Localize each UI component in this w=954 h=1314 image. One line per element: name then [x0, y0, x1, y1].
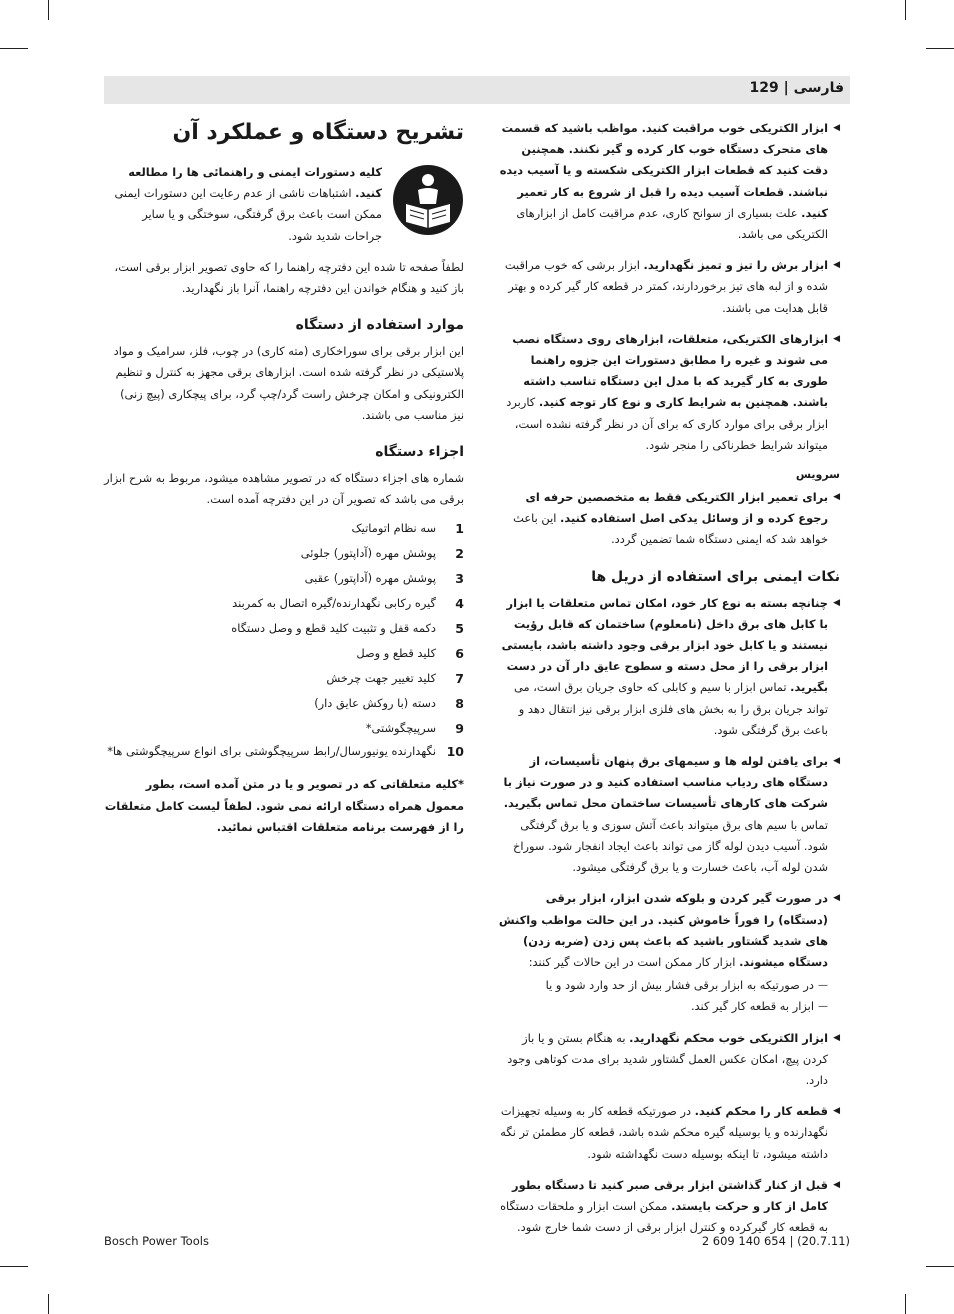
bullet-blocking: ◀ در صورت گیر کردن و بلوکه شدن ابزار، ابزار برقی (دستگاه) را فوراً خاموش کنید. در این حالت مواظب واکنش های شدید گشتاور باشید که باعث پس زدن (ضربه زدن) دستگاه میشوند. ابزار کار ممکن است در این حالات گیر کنند:	[498, 888, 840, 973]
crop-mark	[926, 1266, 954, 1267]
intro-text: لطفاً صفحه تا شده این دفترچه راهنما را که حاوی تصویر ابزار برقی است، باز کنید و هنگام خواندن این دفترچه راهنما، آنرا باز نگهدارید.	[114, 259, 464, 296]
safety-heading: نکات ایمنی برای استفاده از دریل ها	[591, 568, 840, 585]
list-item: 7 کلید تغییر جهت چرخش	[326, 671, 464, 687]
dash-item: — ابزار به قطعه کار گیر کند.	[498, 996, 828, 1017]
crop-mark	[905, 0, 906, 20]
dash-list	[498, 975, 840, 1017]
list-item: 5 دکمه قفل و تثبیت کلید قطع و وصل دستگاه	[231, 621, 464, 637]
bullet-hidden-cables: ◀ چنانچه بسته به نوع کار خود، امکان تماس متعلقات یا ابزار با کابل های برق داخل (نامعلوم) ساختمان که قابل رؤیت نیستند و یا کابل خود ابزار برقی وجود داشته باشد، بایستی ابزار برقی را از محل دسته و سطوح عایق دار آن در دست بگیرید. تماس ابزار با سیم و کابلی که حاوی جریان برق است، می تواند جریان برق را به بخش های فلزی ابزار برقی نیز انتقال دهد و باعث برق گرفتگی شود.	[498, 593, 840, 741]
bullet-detectors: ◀ برای یافتن لوله ها و سیمهای برق پنهان تأسیسات، از دستگاه های ردیاب مناسب استفاده کنید و در صورت نیاز با شرکت های کارهای تأسیسات ساختمان محل تماس بگیرید. تماس با سیم های برق میتواند باعث آتش سوزی و یا برق گرفتگی شود. آسیب دیدن لوله گاز می تواند باعث ایجاد انفجار شود. سوراخ شدن لوله آب، باعث خسارت و یا برق گرفتگی میشود.	[498, 751, 840, 878]
bullet-secure-workpiece: ◀ قطعه کار را محکم کنید. در صورتیکه قطعه کار به وسیله تجهیزات نگهدارنده و یا بوسیله گیره محکم شده باشد، قطعه کار مطمئن تر نگه داشته میشود، تا اینکه بوسیله دست نگهداشته شود.	[498, 1101, 840, 1165]
list-item: 3 پوشش مهره (آداپتور) عقبی	[304, 571, 464, 587]
section-title: تشریح دستگاه و عملکرد آن	[172, 120, 464, 145]
read-manual-icon	[392, 164, 464, 236]
list-item: 9 سرپیچگوشتی*	[365, 721, 464, 737]
list-item: 8 دسته (با روکش عایق دار)	[314, 696, 464, 712]
usage-text: این ابزار برقی برای سوراخکاری (مته کاری) در چوب، فلز، سرامیک و مواد پلاستیکی در نظر گرفته شده است. ابزارهای برقی مجهز به کنترل و تنظیم الکترونیکی و امکان چرخش راست گرد/چپ گرد، برای پیچکاری (پیچ زنی) نیز مناسب می باشند.	[113, 344, 464, 422]
bullet-accessories: ◀ ابزارهای الکتریکی، متعلقات، ابزارهای روی دستگاه نصب می شوند و غیره را مطابق دستورات این جزوه راهنما طوری به کار گیرید که با مدل این دستگاه تناسب داشته باشند. همچنین به شرایط کاری و نوع کار توجه کنید. کاربرد ابزار برقی برای موارد کاری که برای آن در نظر گرفته نشده است، میتواند شرایط خطرناکی را منجر شود.	[498, 329, 840, 456]
usage-heading: موارد استفاده از دستگاه	[295, 317, 464, 334]
warning-block	[104, 162, 464, 247]
footer-brand: Bosch Power Tools	[104, 1234, 209, 1248]
parts-list	[104, 516, 464, 762]
list-item: 6 کلید قطع و وصل	[356, 646, 464, 662]
list-item: 4 گیره رکابی نگهدارنده/گیره اتصال به کمربند	[232, 596, 464, 612]
footer-doc-id: 2 609 140 654 | (20.7.11)	[701, 1234, 850, 1248]
left-column	[104, 118, 464, 838]
bullet-cutting-tools: ◀ ابزار برش را تیز و تمیز نگهدارید. ابزار برشی که خوب مراقبت شده و از لبه های تیز برخوردارند، کمتر در قطعه کار گیر کرده و بهتر قابل هدایت می باشند.	[498, 255, 840, 319]
warning-text: کلیه دستورات ایمنی و راهنمائی ها را مطالعه کنید. اشتباهات ناشی از عدم رعایت این دستورات ایمنی ممکن است باعث برق گرفتگی، سوختگی و یا سایر جراحات شدید شود.	[114, 165, 382, 243]
dash-item: — در صورتیکه به ابزار برقی فشار بیش از حد وارد شود و یا	[498, 975, 828, 996]
parts-intro: شماره های اجزاء دستگاه که در تصویر مشاهده میشود، مربوط به شرح ابزار برقی می باشد که تصویر آن در این دفترچه آمده است.	[104, 471, 464, 507]
footnote: *کلیه متعلقاتی که در تصویر و یا در متن آمده است، بطور معمول همراه دستگاه ارائه نمی شود. لطفاً لیست کامل متعلقات را از فهرست برنامه متعلقات اقتباس نمائید.	[104, 777, 464, 834]
right-column	[498, 118, 840, 1248]
service-heading: سرویس	[795, 468, 840, 482]
crop-mark	[905, 1294, 906, 1314]
parts-heading: اجزاء دستگاه	[375, 444, 464, 461]
page-number: فارسی | 129	[749, 80, 844, 96]
bullet-care: ◀ ابزار الکتریکی خوب مراقبت کنید. مواظب باشید که قسمت های متحرک دستگاه خوب کار کرده و گیر نکنند. همچنین دقت کنید که قطعات ابزار الکتریکی شکسته و یا آسیب دیده نباشند. قطعات آسیب دیده را قبل از شروع به کار تعمیر کنید. علت بسیاری از سوانح کاری، عدم مراقبت کامل از ابزارهای الکتریکی می باشد.	[498, 118, 840, 245]
crop-mark	[48, 0, 49, 20]
bullet-service: ◀ برای تعمیر ابزار الکتریکی فقط به متخصصین حرفه ای رجوع کرده و از وسائل یدکی اصل استفاده کنید. این باعث خواهد شد که ایمنی دستگاه شما تضمین گردد.	[498, 487, 840, 551]
bullet-wait-stop: ◀ قبل از کنار گذاشتن ابزار برقی صبر کنید تا دستگاه بطور کامل از کار و حرکت بایستد. ممکن است ابزار و ملحقات دستگاه به قطعه کار گیرکرده و کنترل ابزار برقی از دست شما خارج شود.	[498, 1175, 840, 1239]
bullet-hold-firmly: ◀ ابزار الکتریکی خوب محکم نگهدارید. به هنگام بستن و یا باز کردن پیچ، امکان عکس العمل گشتاور شدید برای مدت کوتاهی وجود دارد.	[498, 1028, 840, 1092]
crop-mark	[0, 48, 28, 49]
list-item: 10 نگهدارنده یونیورسال/رابط سرپیچگوشتی برای انواع سرپیچگوشتی ها*	[107, 744, 464, 760]
crop-mark	[48, 1294, 49, 1314]
page-header	[104, 76, 850, 104]
crop-mark	[926, 48, 954, 49]
crop-mark	[0, 1266, 28, 1267]
list-item: 2 پوشش مهره (آداپتور) جلوئی	[300, 546, 464, 562]
list-item: 1 سه نظام اتوماتیک	[351, 521, 464, 537]
